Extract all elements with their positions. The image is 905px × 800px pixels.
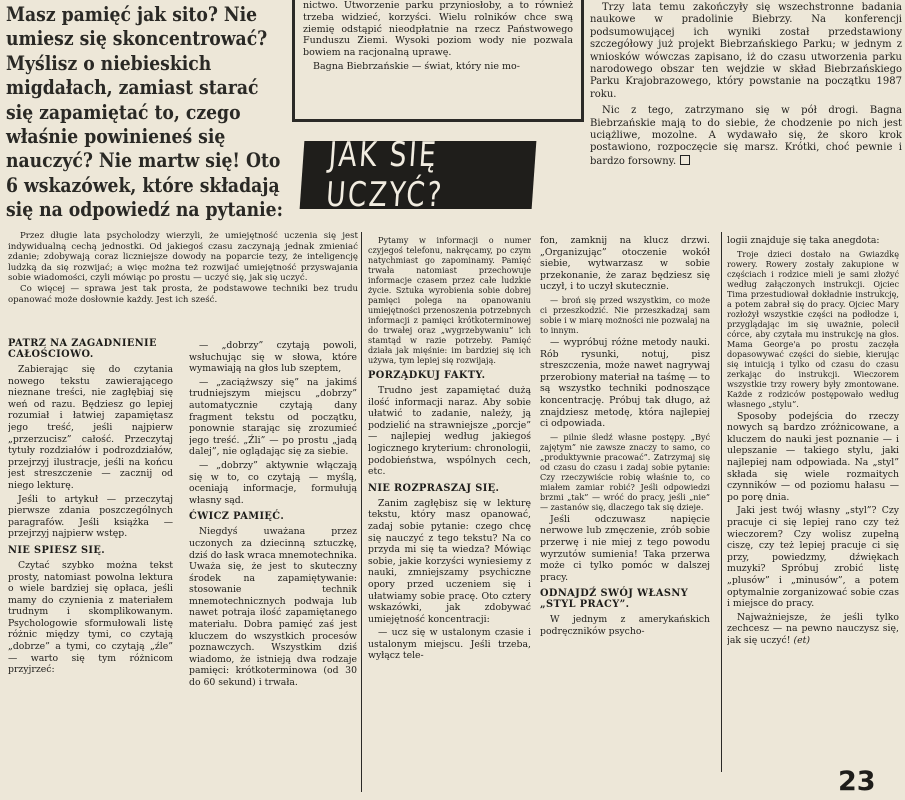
body-paragraph: Jeśli odczuwasz napięcie nerwowe lub zmęczenie, zrób sobie przerwę i nie miej z tego powodu wyrzutów sumienia! Taka przerwa może ci tylko pomóc w dalszej pracy. xyxy=(540,513,710,583)
section-heading: ĆWICZ PAMIĘĆ. xyxy=(189,511,285,523)
column-5 xyxy=(727,235,899,765)
page-number: 23 xyxy=(838,766,876,797)
body-paragraph: Pytamy w informacji o numer czyjegoś telefonu, nakręcamy, po czym natychmiast go zapominamy. Pamięć trwała natomiast przechowuje informacje czasem przez całe ludzkie życie. Sztuka wyrobienia sobie dobrej pamięci polega na opanowaniu umiejętności przenoszenia potrzebnych informacji z pamięci krótkoterminowej do trwałej oraz „wygrzebywaniu” ich stamtąd w razie potrzeby. Pamięć działa jak mięśnie: im bardziej się ich używa, tym lepiej się rozwijają. xyxy=(368,235,531,365)
body-paragraph: — „dobrzy” czytają powoli, wsłuchując się w słowa, które wymawiają na głos lub szeptem, xyxy=(189,340,357,375)
continued-paragraph: Trzy lata temu zakończyły się wszechstronne badania naukowe w pradolinie Biebrzy. Na konferencji podsumowującej ich wyniki został przedstawiony szczegółowy już projekt Biebrzańskiego Parku; w jednym z wniosków wówczas zapisano, iż do czasu utworzenia parku narodowego obszar ten wejdzie w skład Biebrzańskiego Parku Krajobrazowego, który powstanie na początku 1987 roku. xyxy=(590,2,902,100)
body-paragraph: — broń się przed wszystkim, co może ci przeszkodzić. Nie przeszkadzaj sam sobie i w miarę możności nie pozwalaj na to innym. xyxy=(540,294,710,335)
continued-article-right xyxy=(590,2,902,172)
body-paragraph: — „zaciążwszy się” na jakimś trudniejszym miejscu „dobrzy” automatycznie czytają dany fragment tekstu od początku, ponownie starając się zrozumieć jego treść. „Źli” — po prostu „jadą dalej”, nie oglądając się za siebie. xyxy=(189,376,357,458)
column-rule xyxy=(361,232,362,792)
body-paragraph: logii znajduje się taka anegdota: xyxy=(727,235,880,246)
body-paragraph: Zabierając się do czytania nowego tekstu zawierającego nieznane treści, nie zagłębiaj się weń od razu. Będziesz go lepiej rozumiał i łatwiej zapamiętasz jego treść, jeśli najpierw „przerzucisz” całość. Przeczytaj tytuły rozdziałów i podrozdziałów, przejrzyj ilustracje, jeśli na końcu jest streszczenie — zacznij od niego lekturę. xyxy=(8,364,173,491)
continued-paragraph: Nic z tego, zatrzymano się w pół drogi. Bagna Biebrzańskie mają to do siebie, że chodzenie po nich jest uciążliwe, mozolne. A wydawało się, że skoro krok postawiono, rozpoczęcie się marsz. Krótki, choć pewnie i bardzo forsowny. xyxy=(590,105,902,167)
end-mark-icon xyxy=(680,155,690,165)
body-paragraph: — wypróbuj różne metody nauki. Rób rysunki, notuj, pisz streszczenia, może nawet nagrywaj przerobiony materiał na taśmę — to są wszystko techniki podnoszące koncentrację. Próbuj tak długo, aż znajdziesz metodę, która najlepiej ci odpowiada. xyxy=(540,336,710,430)
body-paragraph: — pilnie śledź własne postępy. „Być zajętym” nie zawsze znaczy to samo, co „produktywnie pracować”. Zatrzymaj się od czasu do czasu i zadaj sobie pytanie: Czy rzeczywiście robię właśnie to, co miałem zamiar robić? Jeśli odpowiedzi brzmi „tak” — wróć do pracy, jeśli „nie” — zastanów się, dlaczego tak się dzieje. xyxy=(540,431,710,512)
intro-paragraph: Co więcej — sprawa jest tak prosta, że podstawowe techniki bez trudu opanować może dosłownie każdy. Jest ich sześć. xyxy=(8,283,358,305)
intro-paragraph: Przez długie lata psycholodzy wierzyli, że umiejętność uczenia się jest indywidualną cechą jednostki. Od jakiegoś czasu zaczynają jednak zmieniać zdanie; zdobywają coraz liczniejsze dowody na poparcie tezy, że inteligencję ludzką da się rozwijać; a więc można też rozwijać umiejętność przyswajania sobie wiadomości, czyli mówiąc po prostu — uczyć się, jak się uczyć. xyxy=(8,231,358,284)
body-paragraph: — „dobrzy” aktywnie włączają się w to, co czytają — myślą, oceniają informacje, formułują własny sąd. xyxy=(189,459,357,506)
anecdote-paragraph: Troje dzieci dostało na Gwiazdkę rowery. Rowery zostały zakupione w częściach i rodzice mieli je sami złożyć według załączonych instrukcji. Ojciec Tima przestudiował dokładnie instrukcję, a potem zabrał się do pracy. Ojciec Mary rozłożył wszystkie części na podłodze i, przyglądając im się uważnie, polecił córce, aby czytała mu instrukcję na głos. Mama George'a po prostu zaczęła dopasowywać części do siebie, kierując się intuicją i tylko od czasu do czasu zerkając do instrukcji. Wieczorem wszystkie trzy rowery były zmontowane. Każde z rodziców postępowało według własnego „stylu”. xyxy=(727,248,899,409)
section-heading: PATRZ NA ZAGADNIENIE CAŁOŚCIOWO. xyxy=(8,338,157,360)
article-intro xyxy=(8,231,358,305)
body-paragraph: Trudno jest zapamiętać dużą ilość informacji naraz. Aby sobie ułatwić to zadanie, należy, ją podzielić na strawniejsze „porcje” — najlepiej według jakiegoś logicznego kryterium: chronologii, podobieństwa, wspólnych cech, etc. xyxy=(368,385,531,478)
column-rule xyxy=(721,232,722,772)
body-paragraph: Jaki jest twój własny „styl”? Czy pracuje ci się lepiej rano czy też wieczorem? Czy wolisz zupełną ciszę, czy też lepiej pracuje ci się przy, powiedzmy, dźwiękach muzyki? Spróbuj zrobić listę „plusów” i „minusów”, a potem optymalnie zorganizować sobie czas i miejsce do pracy. xyxy=(727,505,899,610)
section-heading: NIE SPIESZ SIĘ. xyxy=(8,544,106,556)
title-box xyxy=(300,135,537,215)
body-paragraph: Najważniejsze, że jeśli tylko zechcesz — na pewno nauczysz się, jak się uczyć! (et) xyxy=(727,611,899,646)
body-paragraph: Czytać szybko można tekst prosty, natomiast powolna lektura o wiele bardziej się opłaca, jeśli mamy do czynienia z materiałem trudnym i skomplikowanym. Psychologowie sformułowali listę różnic między tymi, co czytają „dobrze” a tymi, co czytają „źle” — warto się tym różnicom przyjrzeć: xyxy=(8,559,173,676)
column-4 xyxy=(540,235,710,798)
article-title: JAK SIĘ UCZYĆ? xyxy=(324,135,446,215)
body-paragraph: Jeśli to artykuł — przeczytaj pierwsze zdania poszczególnych paragrafów. Jeśli książka — przejrzyj najpierw wstęp. xyxy=(8,493,173,540)
section-heading: ODNAJDŹ SWÓJ WŁASNY „STYL PRACY”. xyxy=(540,588,689,611)
body-paragraph: Zanim zagłębisz się w lekturę tekstu, który masz opanować, zadaj sobie pytanie: czego chcę się nauczyć z tego tekstu? Na co przyda mi się ta wiedza? Mówiąc sobie, jakie korzyści wyniesiemy z nauki, zmniejszamy psychiczne opory przed uczeniem się i ułatwiamy sobie pracę. Oto cztery wskazówki, jak zdobywać umiejętność koncentracji: xyxy=(368,497,531,625)
continued-article-box xyxy=(292,0,584,122)
column-1 xyxy=(8,333,173,798)
column-3 xyxy=(368,235,531,798)
author-signature: (et) xyxy=(793,634,810,646)
body-paragraph: Sposoby podejścia do rzeczy nowych są bardzo zróżnicowane, a kluczem do nauki jest poznanie — i ulepszanie — takiego stylu, jaki najlepiej nam odpowiada. Na „styl” składa się wiele rozmaitych czynników — od poziomu hałasu — po porę dnia. xyxy=(727,410,899,503)
body-paragraph: W jednym z amerykańskich podręczników psycho- xyxy=(540,614,710,637)
section-heading: NIE ROZPRASZAJ SIĘ. xyxy=(368,482,500,494)
continued-paragraph: Bagna Biebrzańskie — świat, który nie mo- xyxy=(313,60,520,72)
headline: Masz pamięć jak sito? Nie umiesz się skoncentrować? Myślisz o niebieskich migdałach, zamiast starać się zapamiętać to, czego właśnie powinieneś się nauczyć? Nie martw się! Oto 6 wskazówek, które składają się na odpowiedź na pytanie: xyxy=(6,2,283,222)
body-paragraph: fon, zamknij na klucz drzwi. „Organizując” otoczenie wokół siebie, wytwarzasz w sobie przekonanie, że zaraz będziesz się uczył, i to uczył skutecznie. xyxy=(540,235,710,293)
continued-paragraph: nictwo. Utworzenie parku przyniosłoby, a to również trzeba widzieć, korzyści. Wielu rolników chce swą ziemię odstąpić nieodpłatnie na rzecz Państwowego Funduszu Ziemi. Wysoki poziom wody nie pozwala bowiem na racjonalną uprawę. xyxy=(303,0,573,59)
column-2 xyxy=(189,340,357,798)
body-paragraph: Niegdyś uważana przez uczonych za dziecinną sztuczkę, dziś do łask wraca mnemotechnika. Uważa się, że jest to skuteczny środek na zapamiętywanie: stosowanie technik mnemotechnicznych podwaja lub nawet potraja ilość zapamiętanego materiału. Dobra pamięć zaś jest kluczem do wszystkich procesów poznawczych. Wszystkim dziś wiadomo, że istnieją dwa rodzaje pamięci: krótkoterminowa (od 30 do 60 sekund) i trwała. xyxy=(189,526,357,689)
section-heading: PORZĄDKUJ FAKTY. xyxy=(368,370,486,381)
body-paragraph: — ucz się w ustalonym czasie i ustalonym miejscu. Jeśli trzeba, wyłącz tele- xyxy=(368,627,531,662)
